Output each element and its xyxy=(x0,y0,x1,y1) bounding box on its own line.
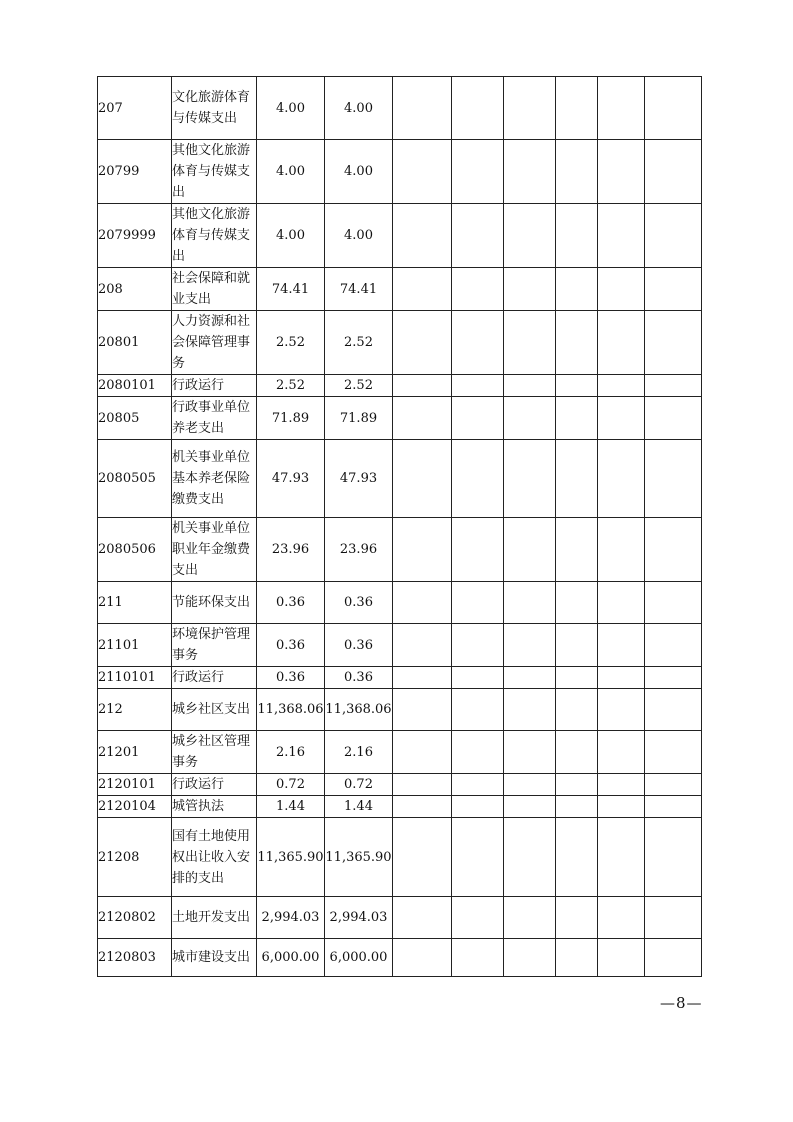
code-cell: 20801 xyxy=(98,311,172,375)
basic-cell: 11,365.90 xyxy=(325,818,393,897)
empty-cell xyxy=(645,268,702,311)
empty-cell xyxy=(504,204,556,268)
total-cell: 11,365.90 xyxy=(257,818,325,897)
empty-cell xyxy=(393,397,452,440)
empty-cell xyxy=(504,774,556,796)
basic-cell: 11,368.06 xyxy=(325,689,393,731)
empty-cell xyxy=(393,77,452,140)
empty-cell xyxy=(393,375,452,397)
empty-cell xyxy=(452,624,504,667)
empty-cell xyxy=(556,77,598,140)
basic-cell: 0.36 xyxy=(325,582,393,624)
empty-cell xyxy=(504,689,556,731)
code-cell: 2080506 xyxy=(98,518,172,582)
name-cell: 土地开发支出 xyxy=(172,897,257,939)
empty-cell xyxy=(393,440,452,518)
empty-cell xyxy=(452,796,504,818)
empty-cell xyxy=(598,774,645,796)
empty-cell xyxy=(556,731,598,774)
basic-cell: 71.89 xyxy=(325,397,393,440)
table-row xyxy=(98,268,702,311)
empty-cell xyxy=(452,140,504,204)
code-cell: 2110101 xyxy=(98,667,172,689)
empty-cell xyxy=(452,774,504,796)
empty-cell xyxy=(598,375,645,397)
name-cell: 行政事业单位养老支出 xyxy=(172,397,257,440)
total-cell: 6,000.00 xyxy=(257,939,325,977)
table-row xyxy=(98,440,702,518)
table-row xyxy=(98,667,702,689)
name-cell: 行政运行 xyxy=(172,667,257,689)
empty-cell xyxy=(645,140,702,204)
total-cell: 0.72 xyxy=(257,774,325,796)
empty-cell xyxy=(393,311,452,375)
basic-cell: 1.44 xyxy=(325,796,393,818)
name-cell: 文化旅游体育与传媒支出 xyxy=(172,77,257,140)
empty-cell xyxy=(452,375,504,397)
total-cell: 71.89 xyxy=(257,397,325,440)
empty-cell xyxy=(598,311,645,375)
empty-cell xyxy=(504,268,556,311)
name-cell: 国有土地使用权出让收入安排的支出 xyxy=(172,818,257,897)
empty-cell xyxy=(452,939,504,977)
basic-cell: 74.41 xyxy=(325,268,393,311)
empty-cell xyxy=(452,582,504,624)
code-cell: 2120803 xyxy=(98,939,172,977)
empty-cell xyxy=(645,774,702,796)
table-row xyxy=(98,774,702,796)
basic-cell: 0.36 xyxy=(325,624,393,667)
name-cell: 城乡社区支出 xyxy=(172,689,257,731)
empty-cell xyxy=(452,689,504,731)
empty-cell xyxy=(645,440,702,518)
empty-cell xyxy=(598,77,645,140)
empty-cell xyxy=(452,77,504,140)
table-row xyxy=(98,582,702,624)
empty-cell xyxy=(556,375,598,397)
name-cell: 机关事业单位职业年金缴费支出 xyxy=(172,518,257,582)
basic-cell: 2.16 xyxy=(325,731,393,774)
empty-cell xyxy=(393,268,452,311)
empty-cell xyxy=(645,582,702,624)
empty-cell xyxy=(598,518,645,582)
empty-cell xyxy=(393,796,452,818)
empty-cell xyxy=(556,689,598,731)
empty-cell xyxy=(598,268,645,311)
table-row xyxy=(98,311,702,375)
basic-cell: 4.00 xyxy=(325,140,393,204)
basic-cell: 6,000.00 xyxy=(325,939,393,977)
empty-cell xyxy=(393,939,452,977)
table-row xyxy=(98,518,702,582)
empty-cell xyxy=(393,689,452,731)
code-cell: 2080101 xyxy=(98,375,172,397)
code-cell: 208 xyxy=(98,268,172,311)
total-cell: 0.36 xyxy=(257,582,325,624)
name-cell: 人力资源和社会保障管理事务 xyxy=(172,311,257,375)
empty-cell xyxy=(556,582,598,624)
empty-cell xyxy=(504,440,556,518)
empty-cell xyxy=(598,582,645,624)
basic-cell: 0.72 xyxy=(325,774,393,796)
empty-cell xyxy=(556,268,598,311)
empty-cell xyxy=(393,774,452,796)
empty-cell xyxy=(556,440,598,518)
total-cell: 2,994.03 xyxy=(257,897,325,939)
basic-cell: 47.93 xyxy=(325,440,393,518)
empty-cell xyxy=(598,140,645,204)
empty-cell xyxy=(504,397,556,440)
empty-cell xyxy=(598,939,645,977)
table-row xyxy=(98,689,702,731)
total-cell: 0.36 xyxy=(257,624,325,667)
empty-cell xyxy=(393,518,452,582)
total-cell: 23.96 xyxy=(257,518,325,582)
empty-cell xyxy=(452,397,504,440)
code-cell: 21201 xyxy=(98,731,172,774)
empty-cell xyxy=(645,518,702,582)
empty-cell xyxy=(645,939,702,977)
empty-cell xyxy=(556,140,598,204)
empty-cell xyxy=(504,582,556,624)
table-row xyxy=(98,204,702,268)
basic-cell: 4.00 xyxy=(325,77,393,140)
total-cell: 2.52 xyxy=(257,311,325,375)
empty-cell xyxy=(645,689,702,731)
empty-cell xyxy=(645,375,702,397)
empty-cell xyxy=(504,518,556,582)
name-cell: 社会保障和就业支出 xyxy=(172,268,257,311)
empty-cell xyxy=(393,897,452,939)
empty-cell xyxy=(504,897,556,939)
empty-cell xyxy=(556,397,598,440)
code-cell: 20805 xyxy=(98,397,172,440)
table-row xyxy=(98,140,702,204)
empty-cell xyxy=(645,897,702,939)
empty-cell xyxy=(556,818,598,897)
empty-cell xyxy=(645,77,702,140)
empty-cell xyxy=(452,311,504,375)
basic-cell: 4.00 xyxy=(325,204,393,268)
empty-cell xyxy=(645,731,702,774)
empty-cell xyxy=(504,624,556,667)
name-cell: 行政运行 xyxy=(172,774,257,796)
empty-cell xyxy=(504,311,556,375)
total-cell: 74.41 xyxy=(257,268,325,311)
name-cell: 其他文化旅游体育与传媒支出 xyxy=(172,204,257,268)
table-body xyxy=(98,77,702,977)
empty-cell xyxy=(393,731,452,774)
empty-cell xyxy=(504,939,556,977)
code-cell: 21101 xyxy=(98,624,172,667)
empty-cell xyxy=(452,667,504,689)
empty-cell xyxy=(452,731,504,774)
empty-cell xyxy=(598,440,645,518)
page-number: —8— xyxy=(660,994,703,1012)
empty-cell xyxy=(556,204,598,268)
table-row xyxy=(98,731,702,774)
code-cell: 21208 xyxy=(98,818,172,897)
empty-cell xyxy=(504,375,556,397)
table-row xyxy=(98,818,702,897)
code-cell: 2080505 xyxy=(98,440,172,518)
empty-cell xyxy=(452,818,504,897)
total-cell: 4.00 xyxy=(257,140,325,204)
empty-cell xyxy=(598,818,645,897)
basic-cell: 2.52 xyxy=(325,375,393,397)
table-row xyxy=(98,77,702,140)
empty-cell xyxy=(598,204,645,268)
code-cell: 2120104 xyxy=(98,796,172,818)
name-cell: 行政运行 xyxy=(172,375,257,397)
empty-cell xyxy=(556,796,598,818)
empty-cell xyxy=(504,796,556,818)
empty-cell xyxy=(504,818,556,897)
empty-cell xyxy=(645,204,702,268)
empty-cell xyxy=(393,624,452,667)
code-cell: 2120802 xyxy=(98,897,172,939)
empty-cell xyxy=(504,667,556,689)
empty-cell xyxy=(556,518,598,582)
empty-cell xyxy=(452,440,504,518)
code-cell: 212 xyxy=(98,689,172,731)
name-cell: 环境保护管理事务 xyxy=(172,624,257,667)
empty-cell xyxy=(556,897,598,939)
empty-cell xyxy=(598,731,645,774)
code-cell: 2079999 xyxy=(98,204,172,268)
total-cell: 2.16 xyxy=(257,731,325,774)
empty-cell xyxy=(645,796,702,818)
table-row xyxy=(98,939,702,977)
empty-cell xyxy=(504,731,556,774)
basic-cell: 0.36 xyxy=(325,667,393,689)
name-cell: 节能环保支出 xyxy=(172,582,257,624)
basic-cell: 23.96 xyxy=(325,518,393,582)
total-cell: 4.00 xyxy=(257,77,325,140)
table-row xyxy=(98,796,702,818)
name-cell: 其他文化旅游体育与传媒支出 xyxy=(172,140,257,204)
name-cell: 城市建设支出 xyxy=(172,939,257,977)
name-cell: 城管执法 xyxy=(172,796,257,818)
total-cell: 1.44 xyxy=(257,796,325,818)
total-cell: 11,368.06 xyxy=(257,689,325,731)
empty-cell xyxy=(556,667,598,689)
total-cell: 2.52 xyxy=(257,375,325,397)
empty-cell xyxy=(393,582,452,624)
empty-cell xyxy=(393,140,452,204)
code-cell: 211 xyxy=(98,582,172,624)
total-cell: 47.93 xyxy=(257,440,325,518)
empty-cell xyxy=(598,689,645,731)
empty-cell xyxy=(452,518,504,582)
empty-cell xyxy=(645,818,702,897)
total-cell: 4.00 xyxy=(257,204,325,268)
empty-cell xyxy=(452,204,504,268)
basic-cell: 2.52 xyxy=(325,311,393,375)
empty-cell xyxy=(645,667,702,689)
empty-cell xyxy=(645,624,702,667)
code-cell: 207 xyxy=(98,77,172,140)
empty-cell xyxy=(598,397,645,440)
empty-cell xyxy=(504,77,556,140)
code-cell: 2120101 xyxy=(98,774,172,796)
empty-cell xyxy=(645,311,702,375)
empty-cell xyxy=(556,774,598,796)
empty-cell xyxy=(556,624,598,667)
empty-cell xyxy=(645,397,702,440)
total-cell: 0.36 xyxy=(257,667,325,689)
table-row xyxy=(98,397,702,440)
empty-cell xyxy=(556,939,598,977)
empty-cell xyxy=(598,897,645,939)
code-cell: 20799 xyxy=(98,140,172,204)
name-cell: 机关事业单位基本养老保险缴费支出 xyxy=(172,440,257,518)
empty-cell xyxy=(598,624,645,667)
empty-cell xyxy=(452,268,504,311)
empty-cell xyxy=(556,311,598,375)
empty-cell xyxy=(504,140,556,204)
table-row xyxy=(98,624,702,667)
table-row xyxy=(98,375,702,397)
empty-cell xyxy=(598,796,645,818)
empty-cell xyxy=(598,667,645,689)
empty-cell xyxy=(393,818,452,897)
empty-cell xyxy=(452,897,504,939)
budget-table xyxy=(97,76,702,977)
table-row xyxy=(98,897,702,939)
name-cell: 城乡社区管理事务 xyxy=(172,731,257,774)
basic-cell: 2,994.03 xyxy=(325,897,393,939)
empty-cell xyxy=(393,667,452,689)
empty-cell xyxy=(393,204,452,268)
